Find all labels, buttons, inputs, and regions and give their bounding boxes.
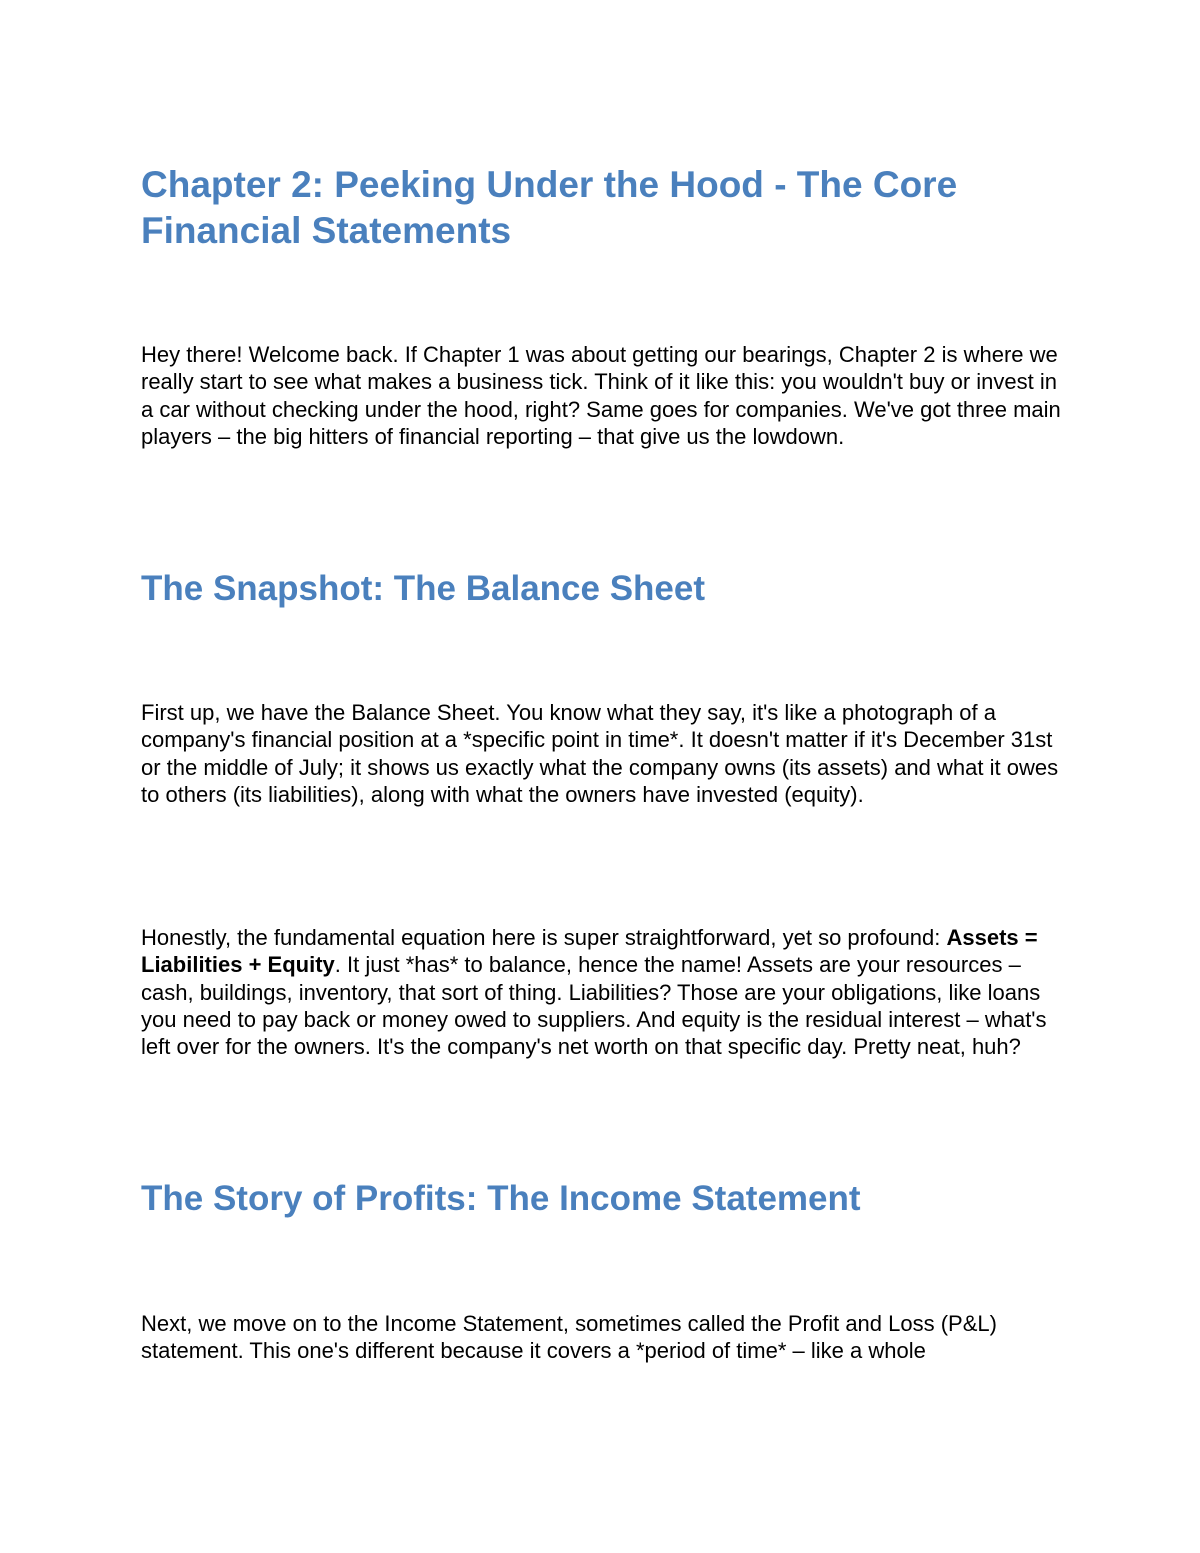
accounting-equation: Assets = Liabilities + Equity <box>141 925 1038 978</box>
chapter-title: Chapter 2: Peeking Under the Hood - The Core Financial Statements <box>141 164 958 251</box>
income-statement-heading: The Story of Profits: The Income Statement <box>141 1179 861 1218</box>
intro-paragraph: Hey there! Welcome back. If Chapter 1 was about getting our bearings, Chapter 2 is where we really start to see what makes a business tick. Think of it like this: you wouldn't buy or invest in a car without checking under the hood, right? Same goes for companies. We've got three main players – the big hitters of financial reporting – that give us the lowdown. <box>141 342 1061 449</box>
income-statement-paragraph-1: Next, we move on to the Income Statement, sometimes called the Profit and Loss (P&L) statement. This one's different because it covers a *period of time* – like a whole <box>141 1311 997 1364</box>
equation-lead-text: Honestly, the fundamental equation here is super straightforward, yet so profound: <box>141 925 947 950</box>
balance-sheet-paragraph-2 <box>141 924 1071 1060</box>
balance-sheet-heading: The Snapshot: The Balance Sheet <box>141 569 705 608</box>
balance-sheet-paragraph-1: First up, we have the Balance Sheet. You know what they say, it's like a photograph of a company's financial position at a *specific point in time*. It doesn't matter if it's December 31st or the middle of July; it shows us exactly what the company owns (its assets) and what it owes to others (its liabilities), along with what the owners have invested (equity). <box>141 700 1059 807</box>
equation-explanation-text: . It just *has* to balance, hence the name! Assets are your resources – cash, buildings, inventory, that sort of thing. Liabilities? Those are your obligations, like loans you need to pay back or money owed to suppliers. And equity is the residual interest – what's left over for the owners. It's the company's net worth on that specific day. Pretty neat, huh? <box>141 952 1047 1060</box>
